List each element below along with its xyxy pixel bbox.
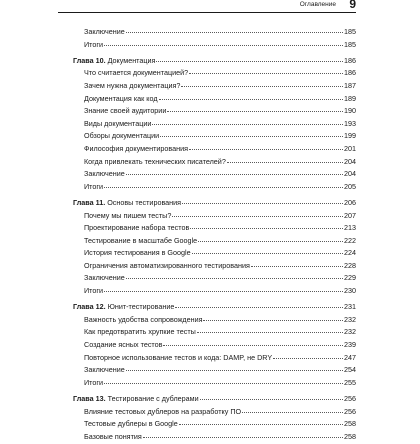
dot-leader — [273, 353, 343, 359]
toc-section-entry — [73, 169, 356, 182]
dot-leader — [192, 248, 343, 254]
toc-entry-title — [73, 56, 155, 65]
dot-leader — [152, 119, 343, 125]
toc-page-number: 232 — [344, 327, 356, 337]
dot-leader — [104, 40, 343, 46]
dot-leader — [189, 144, 343, 150]
toc-page-number: 255 — [344, 377, 356, 387]
header-rule — [58, 12, 356, 13]
toc-chapter-entry — [73, 302, 356, 315]
toc-entry-title — [73, 198, 181, 207]
toc-page-number: 254 — [344, 365, 356, 375]
header-section-title: Оглавление — [299, 1, 336, 8]
toc-entry-title: Что считается документацией? — [84, 68, 189, 78]
toc-entry-title: Как предотвратить хрупкие тесты — [84, 327, 196, 337]
toc-entry-title: Итоги — [84, 39, 104, 49]
toc-section-entry — [73, 94, 356, 107]
toc-page-number: 222 — [344, 235, 356, 245]
toc-page-number: 230 — [344, 286, 356, 296]
toc-section-entry — [73, 286, 356, 299]
toc-page-number: 256 — [344, 394, 356, 403]
chapter-title: Юнит-тестирование — [107, 302, 175, 312]
toc-page-number: 201 — [344, 143, 356, 153]
dot-leader — [179, 419, 343, 425]
toc-entry-title: Проектирование набора тестов — [84, 223, 190, 233]
toc-entry-title: Заключение — [84, 365, 125, 375]
toc-section-entry — [73, 81, 356, 94]
toc-section-entry — [73, 261, 356, 274]
toc-entry-title: Обзоры документации — [84, 131, 160, 141]
toc-entry-title: Заключение — [84, 27, 125, 36]
toc-page-number: 185 — [344, 27, 356, 36]
chapter-title: Основы тестирования — [107, 197, 182, 207]
toc-page-number: 185 — [344, 39, 356, 49]
dot-leader — [104, 182, 343, 188]
toc-page-number: 199 — [344, 131, 356, 141]
dot-leader — [156, 56, 343, 62]
toc-entry-title — [73, 394, 199, 403]
toc-section-entry — [73, 378, 356, 391]
chapter-label: Глава 13. — [73, 394, 106, 403]
dot-leader — [172, 211, 343, 217]
toc-section-entry — [73, 27, 356, 40]
toc-entry-title: Тестирование в масштабе Google — [84, 235, 198, 245]
dot-leader — [160, 131, 343, 137]
toc-page-number: 256 — [344, 406, 356, 416]
toc-section-entry — [73, 340, 356, 353]
toc-section-entry — [73, 419, 356, 432]
toc-section-entry — [73, 273, 356, 286]
dot-leader — [251, 261, 343, 267]
toc-section-entry — [73, 432, 356, 444]
toc-section-entry — [73, 40, 356, 53]
toc-entry-title: Влияние тестовых дублеров на разработку ПО — [84, 406, 242, 416]
toc-entry-title: Знание своей аудитории — [84, 106, 167, 116]
dot-leader — [197, 327, 343, 333]
toc-section-entry — [73, 182, 356, 195]
dot-leader — [190, 223, 343, 229]
dot-leader — [200, 394, 343, 400]
toc-page-number: 224 — [344, 248, 356, 258]
toc-section-entry — [73, 248, 356, 261]
chapter-label: Глава 12. — [73, 302, 106, 312]
toc-entry-title: Тестовые дублеры в Google — [84, 419, 178, 429]
toc-entry-title: Создание ясных тестов — [84, 340, 163, 350]
toc-entry-title: Итоги — [84, 377, 104, 387]
toc-page-number: 247 — [344, 352, 356, 362]
dot-leader — [203, 315, 343, 321]
toc-page-number: 206 — [344, 197, 356, 207]
toc-entry-title: Итоги — [84, 286, 104, 296]
toc-chapter-entry — [73, 198, 356, 211]
toc-chapter-entry — [73, 394, 356, 407]
toc-section-entry — [73, 353, 356, 366]
toc-section-entry — [73, 315, 356, 328]
dot-leader — [189, 68, 343, 74]
toc-entry-title: Заключение — [84, 273, 125, 283]
toc-section-entry — [73, 223, 356, 236]
dot-leader — [227, 157, 343, 163]
toc-section-entry — [73, 68, 356, 81]
dot-leader — [159, 94, 343, 100]
toc-page-number: 258 — [344, 431, 356, 441]
table-of-contents — [73, 27, 356, 444]
dot-leader — [104, 378, 343, 384]
chapter-label: Глава 11. — [73, 197, 106, 207]
toc-section-entry — [73, 157, 356, 170]
dot-leader — [126, 169, 343, 175]
toc-section-entry — [73, 211, 356, 224]
toc-section-entry — [73, 144, 356, 157]
dot-leader — [175, 302, 343, 308]
dot-leader — [182, 198, 343, 204]
chapter-title: Тестирование с дублерами — [107, 394, 199, 403]
toc-entry-title: Философия документирования — [84, 143, 188, 153]
toc-entry-title: Когда привлекать технических писателей? — [84, 156, 226, 166]
toc-chapter-entry — [73, 56, 356, 69]
toc-entry-title — [73, 302, 174, 311]
toc-entry-title: Виды документации — [84, 118, 152, 128]
toc-entry-title: Итоги — [84, 181, 104, 191]
chapter-title: Документация — [107, 55, 156, 65]
dot-leader — [104, 286, 343, 292]
dot-leader — [163, 340, 343, 346]
dot-leader — [242, 407, 343, 413]
toc-page-number: 239 — [344, 340, 356, 350]
toc-entry-title: Документация как код — [84, 93, 158, 103]
toc-page-number: 232 — [344, 314, 356, 324]
dot-leader — [198, 236, 343, 242]
toc-page-number: 258 — [344, 419, 356, 429]
toc-entry-title: Повторное использование тестов и кода: DAMP, не DRY — [84, 352, 273, 362]
toc-page-number: 190 — [344, 106, 356, 116]
toc-entry-title: Ограничения автоматизированного тестирования — [84, 260, 250, 270]
toc-entry-title: Заключение — [84, 169, 125, 179]
toc-entry-title: Важность удобства сопровождения — [84, 314, 203, 324]
dot-leader — [126, 27, 343, 33]
toc-entry-title: Базовые понятия — [84, 431, 142, 441]
toc-entry-title: Зачем нужна документация? — [84, 80, 181, 90]
toc-page-number: 189 — [344, 93, 356, 103]
toc-page-number: 213 — [344, 223, 356, 233]
toc-page-number: 193 — [344, 118, 356, 128]
header-page-number: 9 — [349, 0, 356, 11]
toc-page-number: 228 — [344, 260, 356, 270]
toc-entry-title: История тестирования в Google — [84, 248, 191, 258]
toc-page-number: 187 — [344, 80, 356, 90]
toc-section-entry — [73, 407, 356, 420]
toc-page-number: 204 — [344, 169, 356, 179]
toc-page-number: 204 — [344, 156, 356, 166]
dot-leader — [126, 365, 343, 371]
toc-section-entry — [73, 365, 356, 378]
toc-section-entry — [73, 236, 356, 249]
toc-page-number: 186 — [344, 68, 356, 78]
toc-page-number: 186 — [344, 55, 356, 65]
toc-entry-title: Почему мы пишем тесты? — [84, 210, 172, 220]
toc-page-number: 231 — [344, 302, 356, 312]
dot-leader — [167, 106, 343, 112]
dot-leader — [126, 273, 343, 279]
toc-section-entry — [73, 106, 356, 119]
running-header — [58, 0, 356, 14]
toc-page-number: 205 — [344, 181, 356, 191]
dot-leader — [143, 432, 343, 438]
toc-page-number: 207 — [344, 210, 356, 220]
toc-page-number: 229 — [344, 273, 356, 283]
toc-section-entry — [73, 119, 356, 132]
chapter-label: Глава 10. — [73, 55, 106, 65]
dot-leader — [181, 81, 343, 87]
toc-section-entry — [73, 131, 356, 144]
toc-section-entry — [73, 327, 356, 340]
